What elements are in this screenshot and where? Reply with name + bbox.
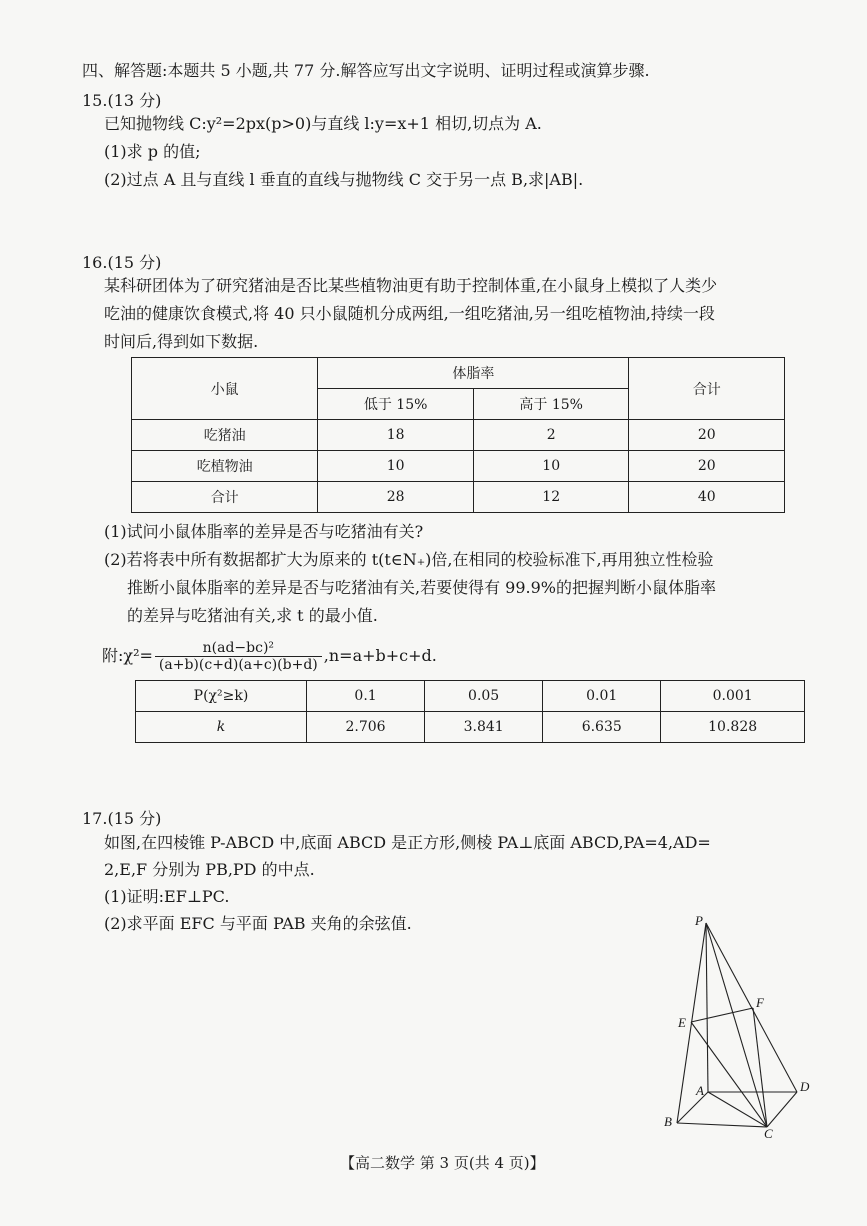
segment-fc	[753, 1008, 767, 1127]
row-label: P(χ²≥k)	[136, 681, 307, 712]
cell: 0.001	[661, 681, 805, 712]
q17-part2: (2)求平面 EFC 与平面 PAB 夹角的余弦值.	[104, 914, 412, 933]
label-a: A	[696, 1083, 704, 1098]
cell-total: 20	[629, 451, 785, 482]
q16-stem-line: 时间后,得到如下数据.	[104, 332, 259, 351]
page-footer: 【高二数学 第 3 页(共 4 页)】	[340, 1154, 545, 1172]
cell-total: 40	[629, 482, 785, 513]
cell: 6.635	[543, 712, 661, 743]
label-b: B	[664, 1114, 672, 1129]
chi-square-formula	[102, 640, 437, 673]
edge-pa	[706, 923, 708, 1092]
q16-part2-line: 推断小鼠体脂率的差异是否与吃猪油有关,若要使得有 99.9%的把握判断小鼠体脂率	[127, 578, 717, 597]
cell-total: 20	[629, 420, 785, 451]
q17-number: 17.(15 分)	[82, 809, 162, 828]
table-row	[136, 681, 805, 712]
formula-denominator: (a+b)(c+d)(a+c)(b+d)	[158, 657, 318, 673]
table-header-mouse: 小鼠	[132, 358, 318, 420]
q15-stem: 已知抛物线 C:y²=2px(p>0)与直线 l:y=x+1 相切,切点为 A.	[104, 114, 542, 133]
edge-bc	[677, 1123, 767, 1127]
label-e: E	[678, 1015, 686, 1030]
table-header-bodyfat: 体脂率	[318, 358, 629, 389]
q15-part1: (1)求 p 的值;	[104, 142, 201, 161]
cell-high: 10	[473, 451, 629, 482]
table-row	[136, 712, 805, 743]
cell: 10.828	[661, 712, 805, 743]
cell-low: 18	[318, 420, 474, 451]
q16-part2-line: 的差异与吃猪油有关,求 t 的最小值.	[127, 606, 378, 625]
bodyfat-contingency-table	[131, 357, 785, 513]
row-label: 吃猪油	[132, 420, 318, 451]
segment-ec	[691, 1022, 767, 1127]
label-f: F	[756, 995, 764, 1010]
formula-fraction	[155, 640, 322, 673]
formula-suffix: ,n=a+b+c+d.	[323, 646, 437, 665]
cell-high: 12	[473, 482, 629, 513]
segment-ef	[691, 1008, 753, 1022]
formula-numerator: n(ad−bc)²	[155, 640, 322, 657]
table-header-total: 合计	[629, 358, 785, 420]
formula-prefix: 附:χ²=	[102, 646, 153, 665]
cell: 3.841	[425, 712, 543, 743]
table-header-low: 低于 15%	[318, 389, 474, 420]
cell-low: 10	[318, 451, 474, 482]
label-c: C	[764, 1126, 773, 1140]
table-header-high: 高于 15%	[473, 389, 629, 420]
cell: 0.01	[543, 681, 661, 712]
q15-number: 15.(13 分)	[82, 91, 162, 110]
table-row	[132, 420, 785, 451]
row-label: 合计	[132, 482, 318, 513]
q17-part1: (1)证明:EF⊥PC.	[104, 887, 230, 906]
q16-stem-line: 某科研团体为了研究猪油是否比某些植物油更有助于控制体重,在小鼠身上模拟了人类少	[104, 276, 718, 295]
table-row	[132, 482, 785, 513]
pyramid-figure	[650, 905, 820, 1140]
q16-stem-line: 吃油的健康饮食模式,将 40 只小鼠随机分成两组,一组吃猪油,另一组吃植物油,持续一段	[104, 304, 715, 323]
cell: 2.706	[307, 712, 425, 743]
label-d: D	[800, 1079, 810, 1094]
cell: 0.05	[425, 681, 543, 712]
q17-stem-line2: 2,E,F 分别为 PB,PD 的中点.	[104, 860, 315, 879]
row-label: k	[136, 712, 307, 743]
cell-low: 28	[318, 482, 474, 513]
q16-part2-line: (2)若将表中所有数据都扩大为原来的 t(t∈N₊)倍,在相同的校验标准下,再用独立性检验	[104, 550, 714, 569]
cell: 0.1	[307, 681, 425, 712]
chi-square-reference-table	[135, 680, 805, 743]
table-row	[132, 451, 785, 482]
q16-number: 16.(15 分)	[82, 253, 162, 272]
label-p: P	[695, 913, 703, 928]
cell-high: 2	[473, 420, 629, 451]
q16-part1: (1)试问小鼠体脂率的差异是否与吃猪油有关?	[104, 522, 424, 541]
edge-pd	[706, 923, 797, 1092]
q15-part2: (2)过点 A 且与直线 l 垂直的直线与抛物线 C 交于另一点 B,求|AB|.	[104, 170, 584, 189]
edge-cd	[767, 1092, 797, 1127]
row-label: 吃植物油	[132, 451, 318, 482]
section-header: 四、解答题:本题共 5 小题,共 77 分.解答应写出文字说明、证明过程或演算步骤.	[82, 61, 650, 80]
q17-stem-line1: 如图,在四棱锥 P-ABCD 中,底面 ABCD 是正方形,侧棱 PA⊥底面 ABCD,PA=4,AD=	[104, 833, 711, 852]
